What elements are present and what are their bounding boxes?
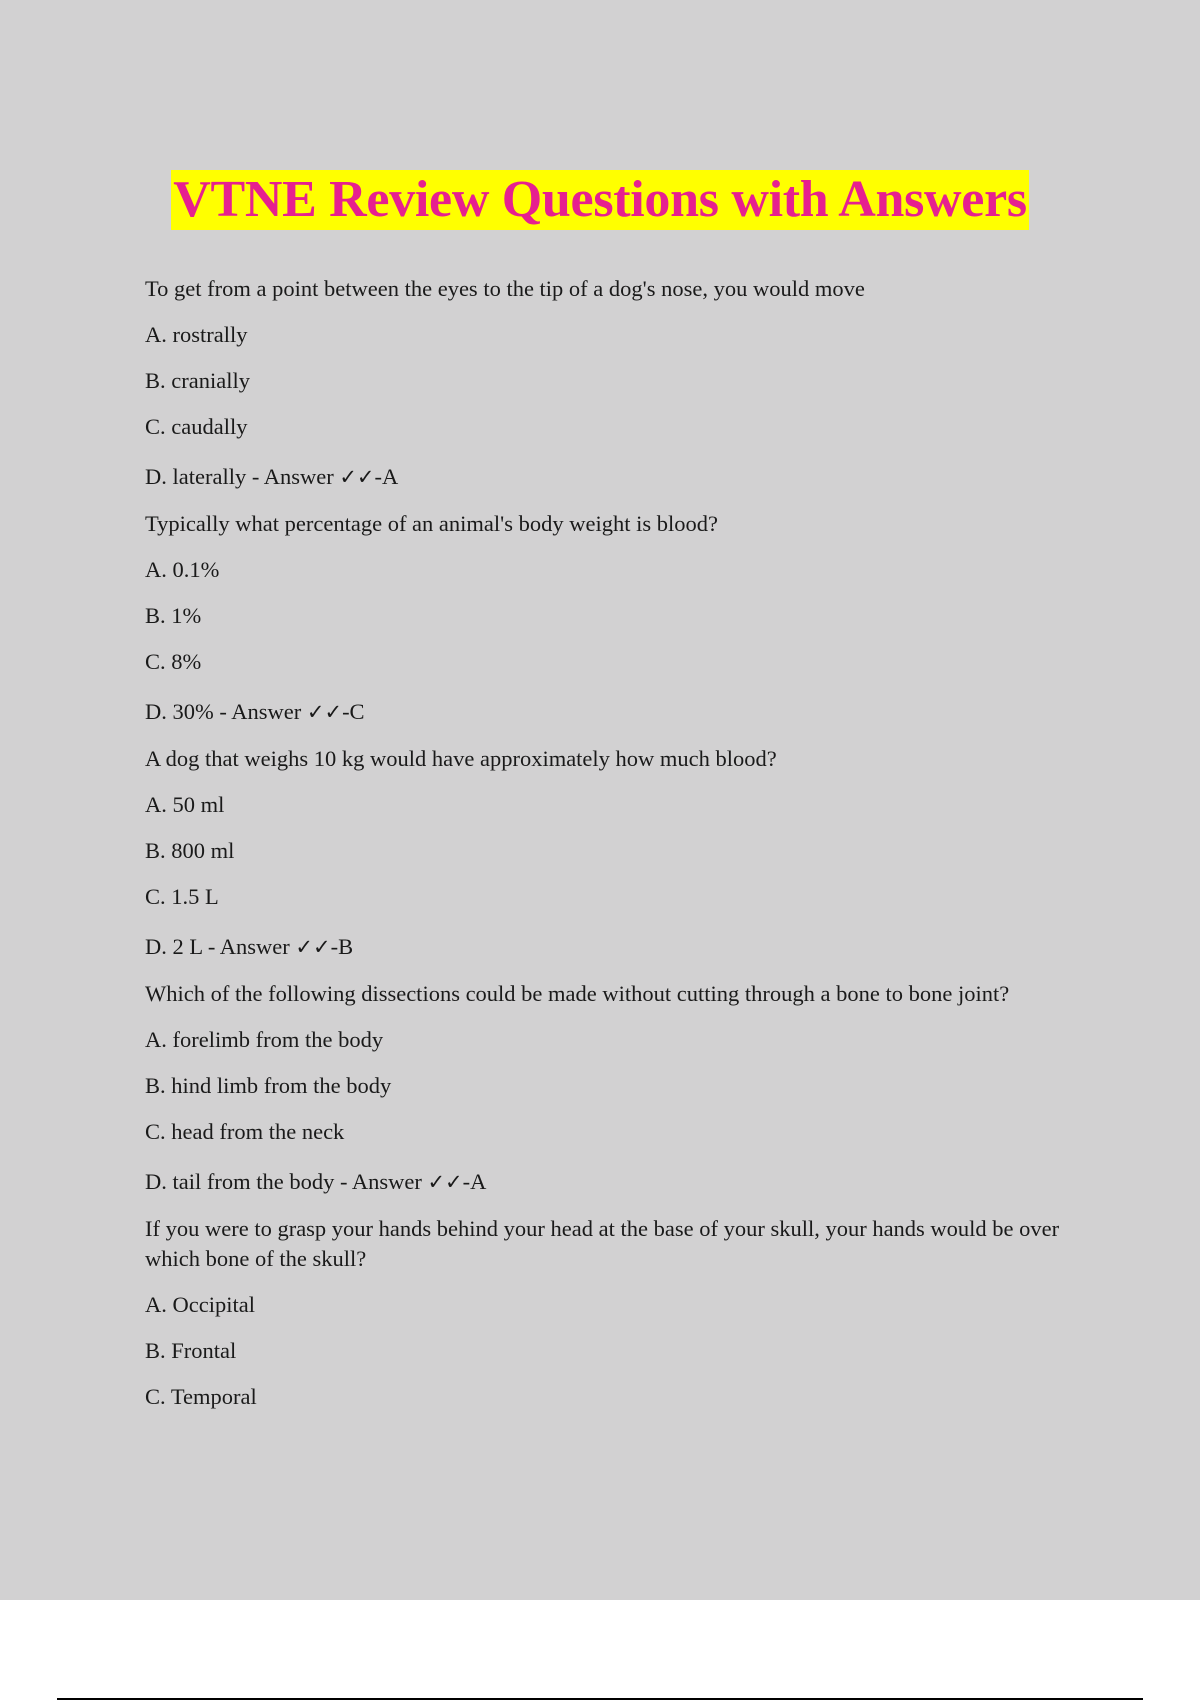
- answer-option-with-key: [145, 697, 1085, 727]
- answer-option-with-key: [145, 462, 1085, 492]
- double-check-icon: ✓✓: [306, 700, 343, 724]
- document-title: VTNE Review Questions with Answers: [173, 171, 1027, 228]
- double-check-icon: ✓✓: [295, 935, 331, 959]
- answer-option: B. 1%: [145, 603, 202, 628]
- answer-option: C. 1.5 L: [145, 884, 219, 909]
- question-list: [145, 274, 1085, 1412]
- answer-prefix: - Answer: [246, 464, 340, 489]
- answer-option: A. 0.1%: [145, 557, 220, 582]
- question-text: To get from a point between the eyes to the tip of a dog's nose, you would move: [145, 276, 865, 301]
- answer-option: A. forelimb from the body: [145, 1027, 384, 1052]
- answer-option: B. hind limb from the body: [145, 1073, 392, 1098]
- answer-key: -B: [330, 934, 354, 959]
- answer-option: A. rostrally: [145, 322, 248, 347]
- answer-option: D. laterally: [145, 464, 247, 489]
- question-text: Typically what percentage of an animal's body weight is blood?: [145, 511, 718, 536]
- question-text: If you were to grasp your hands behind your head at the base of your skull, your hands would be over which bone of the skull?: [145, 1216, 1060, 1271]
- answer-option-with-key: [145, 1167, 1085, 1197]
- answer-option: C. head from the neck: [145, 1119, 345, 1144]
- answer-key: -A: [462, 1169, 487, 1194]
- answer-prefix: - Answer: [202, 934, 296, 959]
- answer-option: C. Temporal: [145, 1384, 257, 1409]
- question-text: Which of the following dissections could be made without cutting through a bone to bone joint?: [145, 981, 1010, 1006]
- answer-option: A. Occipital: [145, 1292, 255, 1317]
- answer-option-with-key: [145, 932, 1085, 962]
- answer-option: D. 2 L: [145, 934, 203, 959]
- answer-key: -A: [374, 464, 399, 489]
- answer-option: A. 50 ml: [145, 792, 225, 817]
- answer-option: D. 30%: [145, 699, 214, 724]
- answer-option: C. 8%: [145, 649, 202, 674]
- answer-prefix: - Answer: [334, 1169, 428, 1194]
- double-check-icon: ✓✓: [339, 465, 375, 489]
- answer-option: B. Frontal: [145, 1338, 237, 1363]
- answer-prefix: - Answer: [213, 699, 307, 724]
- answer-option: B. cranially: [145, 368, 250, 393]
- answer-option: C. caudally: [145, 414, 248, 439]
- double-check-icon: ✓✓: [427, 1170, 463, 1194]
- answer-option: D. tail from the body: [145, 1169, 335, 1194]
- question-text: A dog that weighs 10 kg would have approximately how much blood?: [145, 746, 777, 771]
- answer-option: B. 800 ml: [145, 838, 235, 863]
- answer-key: -C: [342, 699, 365, 724]
- title-container: [0, 170, 1200, 230]
